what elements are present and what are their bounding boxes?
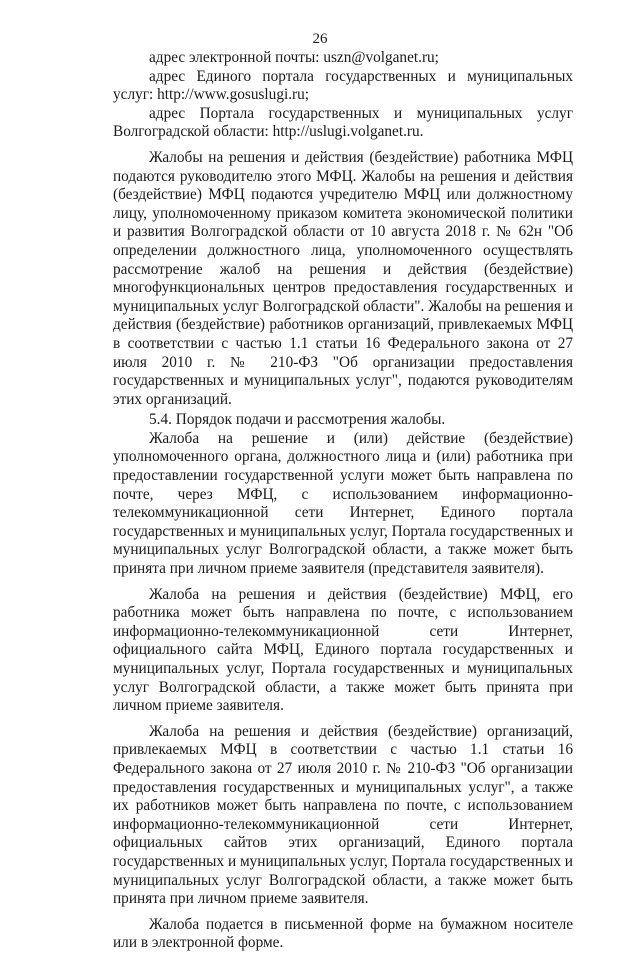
paragraph-complaint-organizations: Жалоба на решения и действия (бездействие) организаций, привлекаемых МФЦ в соответствии с частью 1.1 статьи 16 Федерального закона от 27 июля 2010 г. № 210-ФЗ "Об организации предоставления государственных и муниципальных услуг", а также их работников может быть направлена по почте, с использованием информационно-телекоммуникационной сети Интернет, официальных сайтов этих организаций, Единого портала государственных и муниципальных услуг, Портала государственных и муниципальных услуг Волгоградской области, а также может быть принята при личном приеме заявителя. [113,722,573,908]
paragraph-mfc-complaints: Жалобы на решения и действия (бездействие) работника МФЦ подаются руководителю этого МФЦ. Жалобы на решения и действия (бездействие) МФЦ подаются учредителю МФЦ или должностному лицу, уполномоченному приказом комитета экономической политики и развития Волгоградской области от 10 августа 2018 г. № 62н "Об определении должностного лица, уполномоченного осуществлять рассмотрение жалоб на решения и действия (бездействие) многофункциональных центров предоставления государственных и муниципальных услуг Волгоградской области". Жалобы на решения и действия (бездействие) работников организаций, привлекаемых МФЦ в соответствии с частью 1.1 статьи 16 Федерального закона от 27 июля 2010 г. № 210-ФЗ "Об организации предоставления государственных и муниципальных услуг", подаются руководителям этих организаций. [113,148,573,408]
paragraph-regional-portal-address: адрес Портала государственных и муниципальных услуг Волгоградской области: http://uslugi.volganet.ru. [113,104,573,141]
paragraph-gosuslugi-address: адрес Единого портала государственных и муниципальных услуг: http://www.gosuslugi.ru; [113,67,573,104]
document-body [113,49,573,953]
paragraph-complaint-mfc: Жалоба на решения и действия (бездействие) МФЦ, его работника может быть направлена по почте, с использованием информационно-телекоммуникационной сети Интернет, официального сайта МФЦ, Единого портала государственных и муниципальных услуг, Портала государственных и муниципальных услуг Волгоградской области, а также может быть принята при личном приеме заявителя. [113,585,573,715]
paragraph-complaint-form: Жалоба подается в письменной форме на бумажном носителе или в электронной форме. [113,915,573,952]
paragraph-email: адрес электронной почты: uszn@volganet.ru; [149,49,439,66]
paragraph-complaint-authority: Жалоба на решение и (или) действие (бездействие) уполномоченного органа, должностного лица и (или) работника при предоставлении государственной услуги может быть направлена по почте, через МФЦ, с использованием информационно-телекоммуникационной сети Интернет, Единого портала государственных и муниципальных услуг, Портала государственных и муниципальных услуг Волгоградской области, а также может быть принята при личном приеме заявителя (представителя заявителя). [113,429,573,578]
section-heading-5-4: 5.4. Порядок подачи и рассмотрения жалобы. [149,411,446,429]
page-number: 26 [312,31,328,47]
